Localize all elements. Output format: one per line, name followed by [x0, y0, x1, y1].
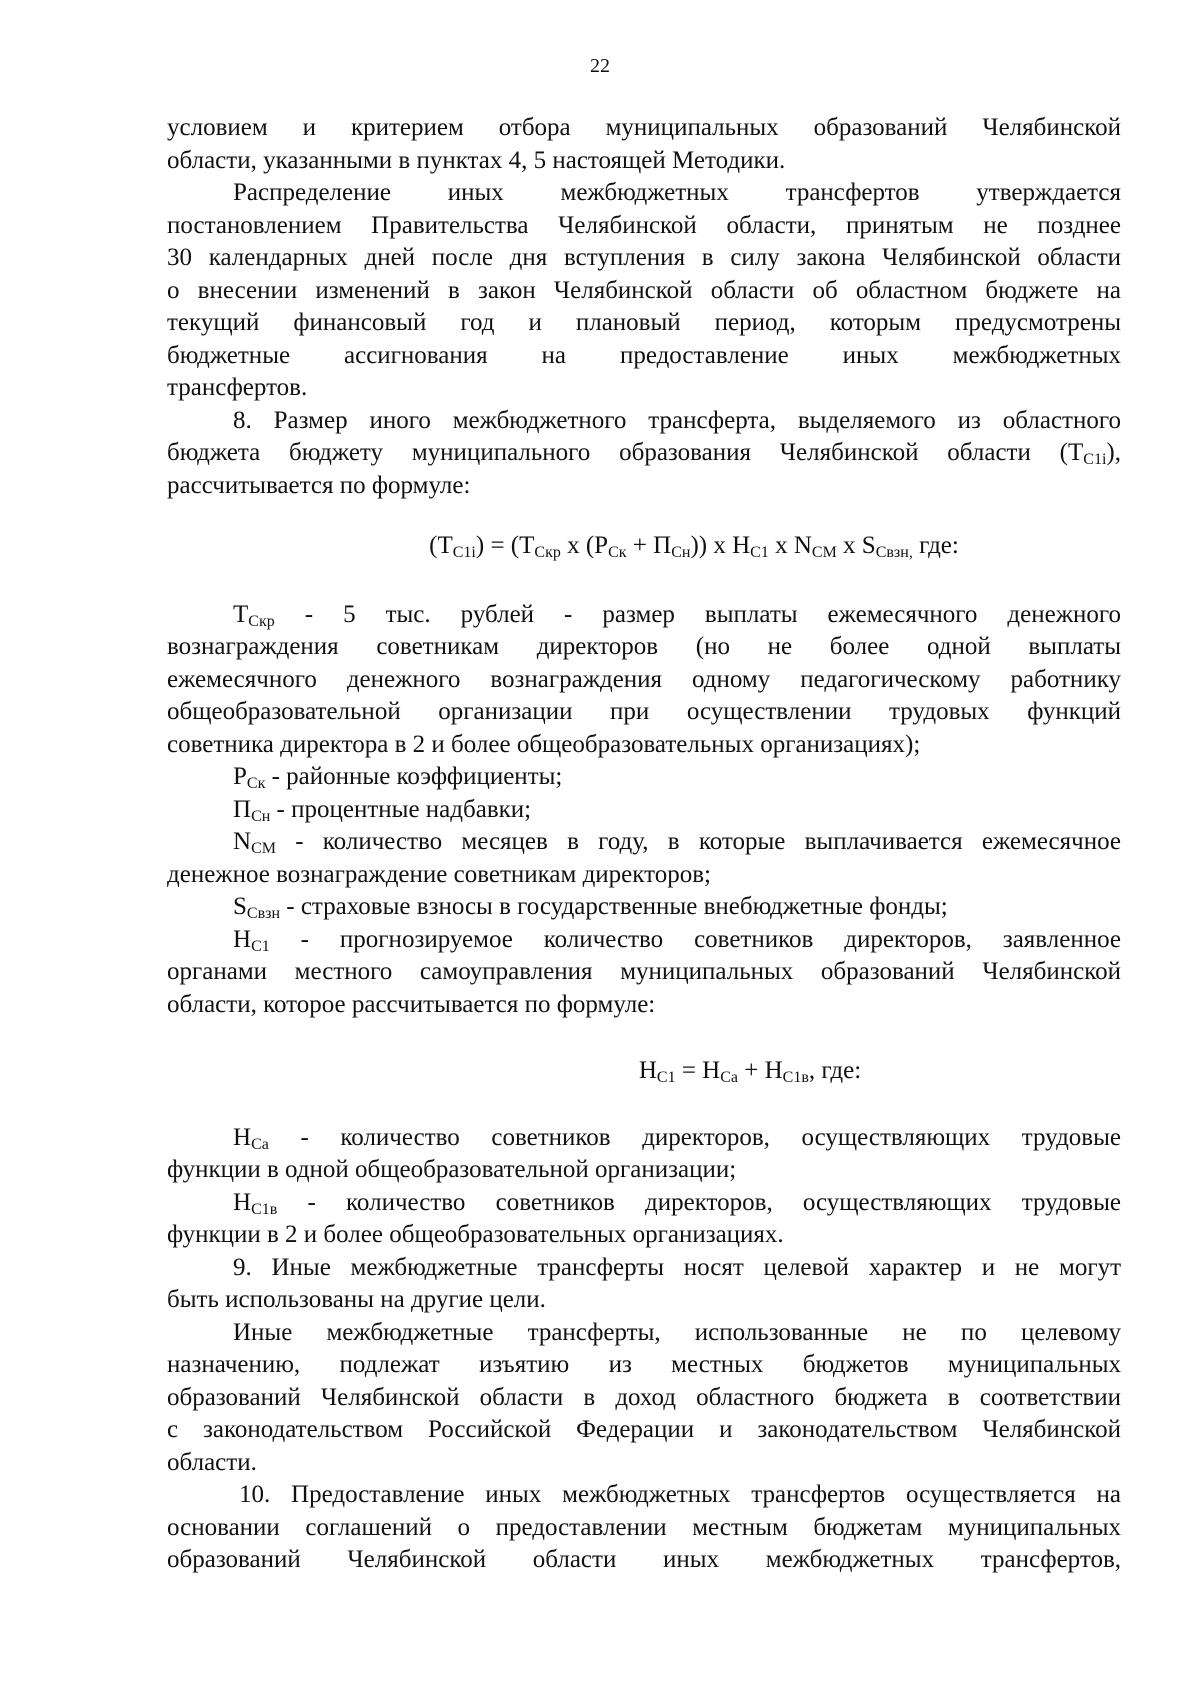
- definition-hc1v: [167, 1187, 1121, 1220]
- text-fragment: ),: [1106, 439, 1121, 466]
- subscript: C1: [656, 1069, 676, 1086]
- text-line: ежемесячного денежного вознаграждения одному педагогическому работнику: [167, 665, 1121, 693]
- text-line: трансфертов.: [167, 374, 308, 401]
- subscript: Скр: [534, 544, 561, 561]
- text-line: рассчитывается по формуле:: [167, 471, 471, 499]
- subscript: C1i: [1083, 451, 1107, 468]
- subscript: Свзн,: [875, 544, 913, 561]
- text-line: образований Челябинской области в доход областного бюджета в соответствии: [167, 1383, 1121, 1411]
- formula-part: где:: [912, 532, 959, 559]
- text-fragment: - процентные надбавки;: [270, 795, 532, 823]
- formula-part: х N: [768, 532, 812, 559]
- text-line: функции в 2 и более общеобразовательных организациях.: [167, 1221, 784, 1248]
- formula-part: х S: [836, 532, 876, 559]
- symbol: Р: [233, 763, 247, 790]
- definition-tskr: [167, 599, 1121, 632]
- symbol: S: [233, 893, 247, 920]
- subscript: C1i: [452, 544, 476, 561]
- subscript: Сн: [671, 544, 691, 561]
- symbol: Н: [233, 1188, 252, 1216]
- subscript: C1в: [251, 1200, 278, 1218]
- formula-part: + Н: [738, 1057, 783, 1084]
- text-fragment: - 5 тыс. рублей - размер выплаты ежемесячного денежного: [274, 600, 1121, 628]
- text-fragment: - количество советников директоров, осуществляющих трудовые: [277, 1188, 1121, 1216]
- formula-part: + П: [626, 532, 672, 559]
- subscript: C1в: [782, 1069, 809, 1086]
- text-fragment: - количество советников директоров, осуществляющих трудовые: [268, 1123, 1121, 1151]
- subscript: Ск: [246, 775, 266, 792]
- definition-hc1: [167, 924, 1121, 957]
- text-line: бюджетные ассигнования на предоставление иных межбюджетных: [167, 341, 1121, 369]
- subscript: Са: [251, 1135, 269, 1153]
- subscript: Свзн: [246, 905, 281, 922]
- page-number: 22: [590, 55, 610, 77]
- text-line: образований Челябинской области иных межбюджетных трансфертов,: [167, 1546, 1121, 1573]
- formula-part: (Т: [429, 532, 453, 559]
- formula-part: = Н: [675, 1057, 721, 1084]
- text-line: [167, 437, 1121, 470]
- text-line: основании соглашений о предоставлении местным бюджетам муниципальных: [167, 1513, 1121, 1541]
- text-line: с законодательством Российской Федерации и законодательством Челябинской: [167, 1416, 1121, 1443]
- symbol: П: [233, 795, 252, 823]
- formula-hc1: [167, 1055, 1121, 1088]
- subscript: Сн: [251, 807, 271, 825]
- text-line: назначению, подлежат изъятию из местных бюджетов муниципальных: [167, 1351, 1121, 1378]
- symbol: Н: [233, 925, 252, 953]
- subscript: C1: [750, 544, 769, 561]
- subscript: СМ: [251, 840, 276, 857]
- subscript: СМ: [811, 544, 837, 561]
- text-line: о внесении изменений в закон Челябинской области об областном бюджете на: [167, 276, 1121, 304]
- subscript: C1: [251, 937, 270, 955]
- formula-part: ) = (Т: [475, 532, 535, 559]
- text-line: условием и критерием отбора муниципальных образований Челябинской: [167, 114, 1121, 141]
- symbol: N: [233, 828, 252, 855]
- definition-hca: [167, 1122, 1121, 1155]
- definition-rsk: [167, 761, 1121, 794]
- text-line: Распределение иных межбюджетных трансфертов утверждается: [233, 179, 1121, 206]
- text-line: 30 календарных дней после дня вступления в силу закона Челябинской области: [167, 244, 1121, 271]
- formula-part: )) х Н: [690, 532, 751, 559]
- text-line: Иные межбюджетные трансферты, использованные не по целевому: [233, 1318, 1121, 1346]
- text-line: быть использованы на другие цели.: [167, 1286, 546, 1313]
- text-line: вознаграждения советникам директоров (но не более одной выплаты: [167, 633, 1121, 660]
- definition-ncm: [167, 826, 1121, 859]
- definition-psn: [167, 794, 1121, 827]
- symbol: Н: [233, 1123, 252, 1151]
- text-fragment: - районные коэффициенты;: [265, 763, 563, 790]
- text-line: органами местного самоуправления муниципальных образований Челябинской: [167, 958, 1121, 985]
- formula-part: Н: [638, 1057, 657, 1084]
- text-line: текущий финансовый год и плановый период, которым предусмотрены: [167, 309, 1121, 336]
- subscript: Ск: [608, 544, 627, 561]
- symbol: Т: [233, 600, 249, 628]
- text-line: 10. Предоставление иных межбюджетных трансфертов осуществляется на: [239, 1481, 1121, 1508]
- subscript: Скр: [248, 612, 275, 630]
- formula-transfer: [167, 530, 1121, 563]
- text-line: области, которое рассчитывается по формуле:: [167, 990, 656, 1018]
- text-fragment: бюджета бюджету муниципального образования Челябинской области (Т: [167, 439, 1084, 466]
- formula-part: х (Р: [560, 532, 609, 559]
- text-line: денежное вознаграждение советникам директоров;: [167, 860, 711, 888]
- formula-part: , где:: [808, 1057, 862, 1084]
- text-line: области.: [167, 1448, 257, 1476]
- document-body: [167, 112, 1121, 1577]
- text-line: области, указанными в пунктах 4, 5 настоящей Методики.: [167, 146, 786, 174]
- text-line: постановлением Правительства Челябинской области, принятым не позднее: [167, 211, 1121, 239]
- text-line: общеобразовательной организации при осуществлении трудовых функций: [167, 698, 1121, 725]
- text-line: 9. Иные межбюджетные трансферты носят целевой характер и не могут: [233, 1253, 1121, 1281]
- text-fragment: - количество месяцев в году, в которые выплачивается ежемесячное: [275, 828, 1121, 855]
- text-line: функции в одной общеобразовательной организации;: [167, 1156, 737, 1183]
- subscript: Са: [720, 1069, 738, 1086]
- text-fragment: - прогнозируемое количество советников директоров, заявленное: [269, 925, 1121, 953]
- text-line: 8. Размер иного межбюджетного трансферта, выделяемого из областного: [233, 406, 1121, 434]
- text-line: советника директора в 2 и более общеобразовательных организациях);: [167, 730, 921, 758]
- text-fragment: - страховые взносы в государственные внебюджетные фонды;: [280, 893, 948, 920]
- definition-svzn: [167, 891, 1121, 924]
